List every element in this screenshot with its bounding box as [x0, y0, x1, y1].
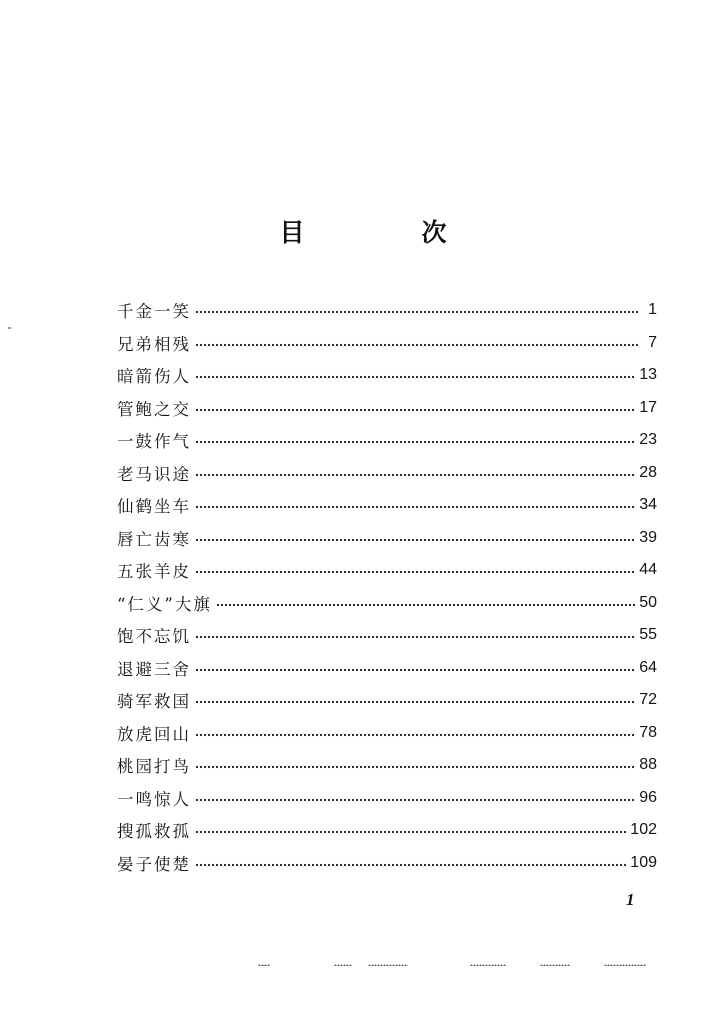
toc-dot-leader: [195, 375, 636, 379]
toc-entry-title: 一鼓作气: [117, 432, 191, 452]
toc-dot-leader: [195, 343, 638, 347]
toc-entry-title: 千金一笑: [117, 302, 191, 322]
toc-entry-page: 23: [639, 431, 657, 449]
toc-dot-leader: [195, 310, 638, 314]
toc-entry-page: 13: [639, 366, 657, 384]
toc-entry: [117, 652, 657, 685]
toc-entry-page: 1: [648, 301, 657, 319]
toc-entry: [117, 619, 657, 652]
toc-entry: [117, 392, 657, 425]
toc-dot-leader: [195, 863, 627, 867]
toc-dot-leader: [195, 700, 636, 704]
toc-dot-leader: [195, 505, 636, 509]
page-title: 目 次: [279, 217, 493, 247]
toc-entry-page: 78: [639, 723, 657, 741]
toc-entry-page: 88: [639, 756, 657, 774]
toc-dot-leader: [195, 798, 636, 802]
toc-dot-leader: [195, 538, 636, 542]
toc-entry: [117, 847, 657, 880]
toc-dot-leader: [195, 668, 636, 672]
toc-entry: [117, 717, 657, 750]
toc-entry-title: 兄弟相残: [117, 334, 191, 354]
toc-entry-title: 老马识途: [117, 464, 191, 484]
toc-entry-title: 放虎回山: [117, 724, 191, 744]
toc-entry: [117, 554, 657, 587]
toc-entry-page: 102: [630, 821, 657, 839]
toc-entry-title: 一鸣惊人: [117, 789, 191, 809]
toc-entry-page: 44: [639, 561, 657, 579]
toc-entry-page: 34: [639, 496, 657, 514]
toc-dot-leader: [195, 440, 636, 444]
toc-entry-title: 仙鹤坐车: [117, 497, 191, 517]
toc-entry-page: 109: [630, 853, 657, 871]
toc-entry-title: 管鲍之交: [117, 399, 191, 419]
toc-entry: [117, 294, 657, 327]
scan-artifact-mark: [8, 327, 11, 329]
toc-entry: [117, 782, 657, 815]
toc-dot-leader: [216, 603, 636, 607]
toc-entry-title: 桃园打鸟: [117, 757, 191, 777]
toc-entry-page: 28: [639, 463, 657, 481]
page-number: 1: [626, 890, 635, 909]
table-of-contents: [117, 294, 657, 879]
toc-entry: [117, 424, 657, 457]
toc-entry-title: 暗箭伤人: [117, 367, 191, 387]
toc-entry-title: 退避三舍: [117, 659, 191, 679]
toc-entry-page: 39: [639, 528, 657, 546]
toc-dot-leader: [195, 570, 636, 574]
toc-entry: [117, 489, 657, 522]
toc-entry: [117, 749, 657, 782]
toc-entry-page: 17: [639, 398, 657, 416]
toc-entry-page: 55: [639, 626, 657, 644]
toc-entry: [117, 457, 657, 490]
toc-dot-leader: [195, 635, 636, 639]
toc-entry-page: 72: [639, 691, 657, 709]
toc-entry: [117, 684, 657, 717]
toc-entry: [117, 522, 657, 555]
toc-entry-page: 96: [639, 788, 657, 806]
toc-entry-page: 7: [648, 333, 657, 351]
toc-entry-title: 五张羊皮: [117, 562, 191, 582]
toc-dot-leader: [195, 830, 627, 834]
toc-dot-leader: [195, 473, 636, 477]
toc-entry-title: 饱不忘饥: [117, 627, 191, 647]
scan-artifact-noise: [258, 964, 658, 968]
toc-entry-title: 唇亡齿寒: [117, 529, 191, 549]
toc-dot-leader: [195, 408, 636, 412]
toc-entry: [117, 587, 657, 620]
toc-entry: [117, 359, 657, 392]
toc-entry: [117, 814, 657, 847]
toc-entry-title: 晏子使楚: [117, 854, 191, 874]
toc-entry-page: 64: [639, 658, 657, 676]
toc-entry-title: 搜孤救孤: [117, 822, 191, 842]
toc-dot-leader: [195, 733, 636, 737]
toc-entry-title: “仁义”大旗: [117, 594, 212, 614]
toc-entry-title: 骑军救国: [117, 692, 191, 712]
toc-entry: [117, 327, 657, 360]
toc-dot-leader: [195, 765, 636, 769]
toc-entry-page: 50: [639, 593, 657, 611]
